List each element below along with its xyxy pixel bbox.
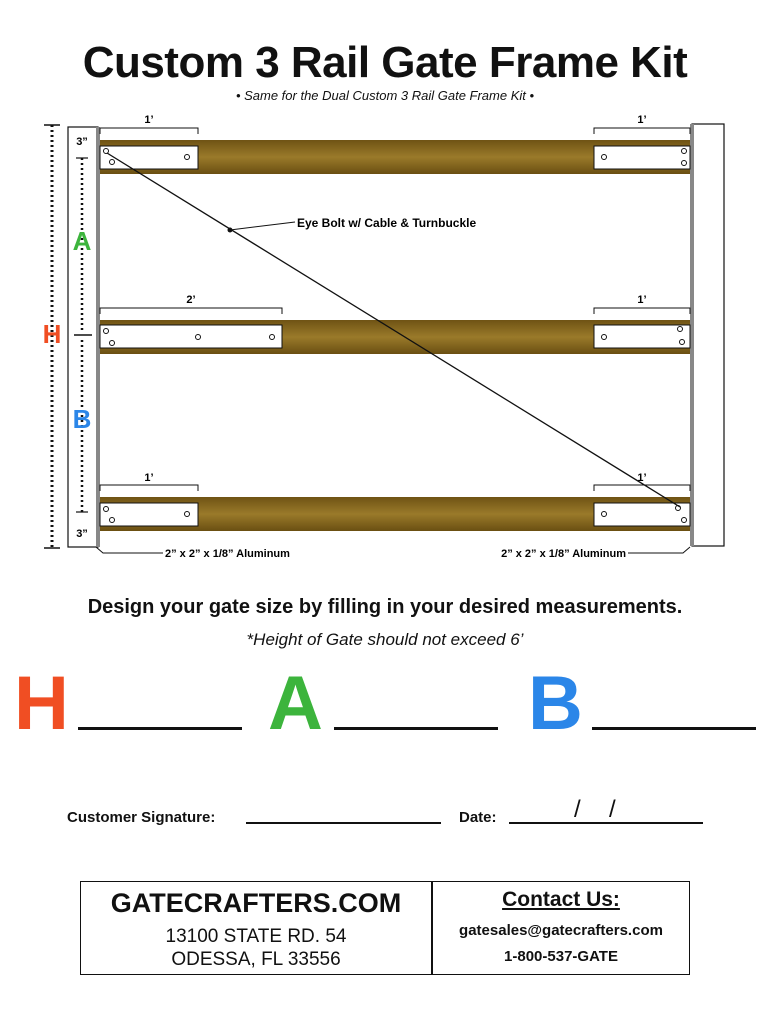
address-line-2: ODESSA, FL 33556 — [171, 949, 341, 970]
top-left-bracket-length: 1’ — [144, 114, 154, 126]
contact-title: Contact Us: — [502, 888, 620, 911]
date-slash-1: / — [574, 796, 581, 823]
right-post-label: 2” x 2” x 1/8” Aluminum — [501, 548, 626, 560]
measurement-a-blank[interactable] — [334, 727, 498, 730]
measurement-a-label: A — [268, 661, 323, 746]
customer-signature-line[interactable] — [246, 822, 441, 824]
height-label: H — [42, 319, 62, 349]
left-post-label: 2” x 2” x 1/8” Aluminum — [165, 548, 290, 560]
a-label: A — [72, 226, 92, 256]
middle-right-bracket — [594, 325, 690, 348]
date-slash-2: / — [609, 796, 616, 823]
contact-box — [80, 881, 690, 975]
page-subtitle: • Same for the Dual Custom 3 Rail Gate Frame Kit • — [235, 88, 535, 103]
middle-left-bracket-length: 2’ — [186, 294, 196, 306]
company-website: GATECRAFTERS.COM — [110, 888, 402, 918]
middle-right-bracket-length: 1’ — [637, 294, 647, 306]
measurement-b-blank[interactable] — [592, 727, 756, 730]
measurement-h-blank[interactable] — [78, 727, 242, 730]
top-offset-label: 3” — [76, 136, 88, 148]
page-title: Custom 3 Rail Gate Frame Kit — [82, 38, 688, 87]
date-label: Date: — [459, 809, 497, 826]
cable-label: Eye Bolt w/ Cable & Turnbuckle — [297, 216, 477, 230]
measurement-h-label: H — [14, 661, 69, 746]
bottom-right-bracket — [594, 503, 690, 526]
bottom-left-bracket-length: 1’ — [144, 472, 154, 484]
date-line[interactable] — [509, 822, 703, 824]
bottom-left-bracket — [100, 503, 198, 526]
bottom-right-bracket-length: 1’ — [637, 472, 647, 484]
bracket-length-indicators — [100, 128, 690, 491]
b-label: B — [72, 404, 92, 434]
contact-phone: 1-800-537-GATE — [504, 948, 618, 965]
address-line-1: 13100 STATE RD. 54 — [165, 926, 347, 947]
right-post — [692, 124, 724, 546]
bottom-offset-label: 3” — [76, 528, 88, 540]
top-right-bracket-length: 1’ — [637, 114, 647, 126]
measurement-b-label: B — [528, 661, 583, 746]
instructions-headline: Design your gate size by filling in your desired measurements. — [87, 596, 683, 618]
contact-email: gatesales@gatecrafters.com — [459, 922, 663, 939]
customer-signature-label: Customer Signature: — [67, 809, 216, 826]
middle-left-bracket — [100, 325, 282, 348]
top-right-bracket — [594, 146, 690, 169]
height-note: *Height of Gate should not exceed 6’ — [246, 630, 524, 649]
